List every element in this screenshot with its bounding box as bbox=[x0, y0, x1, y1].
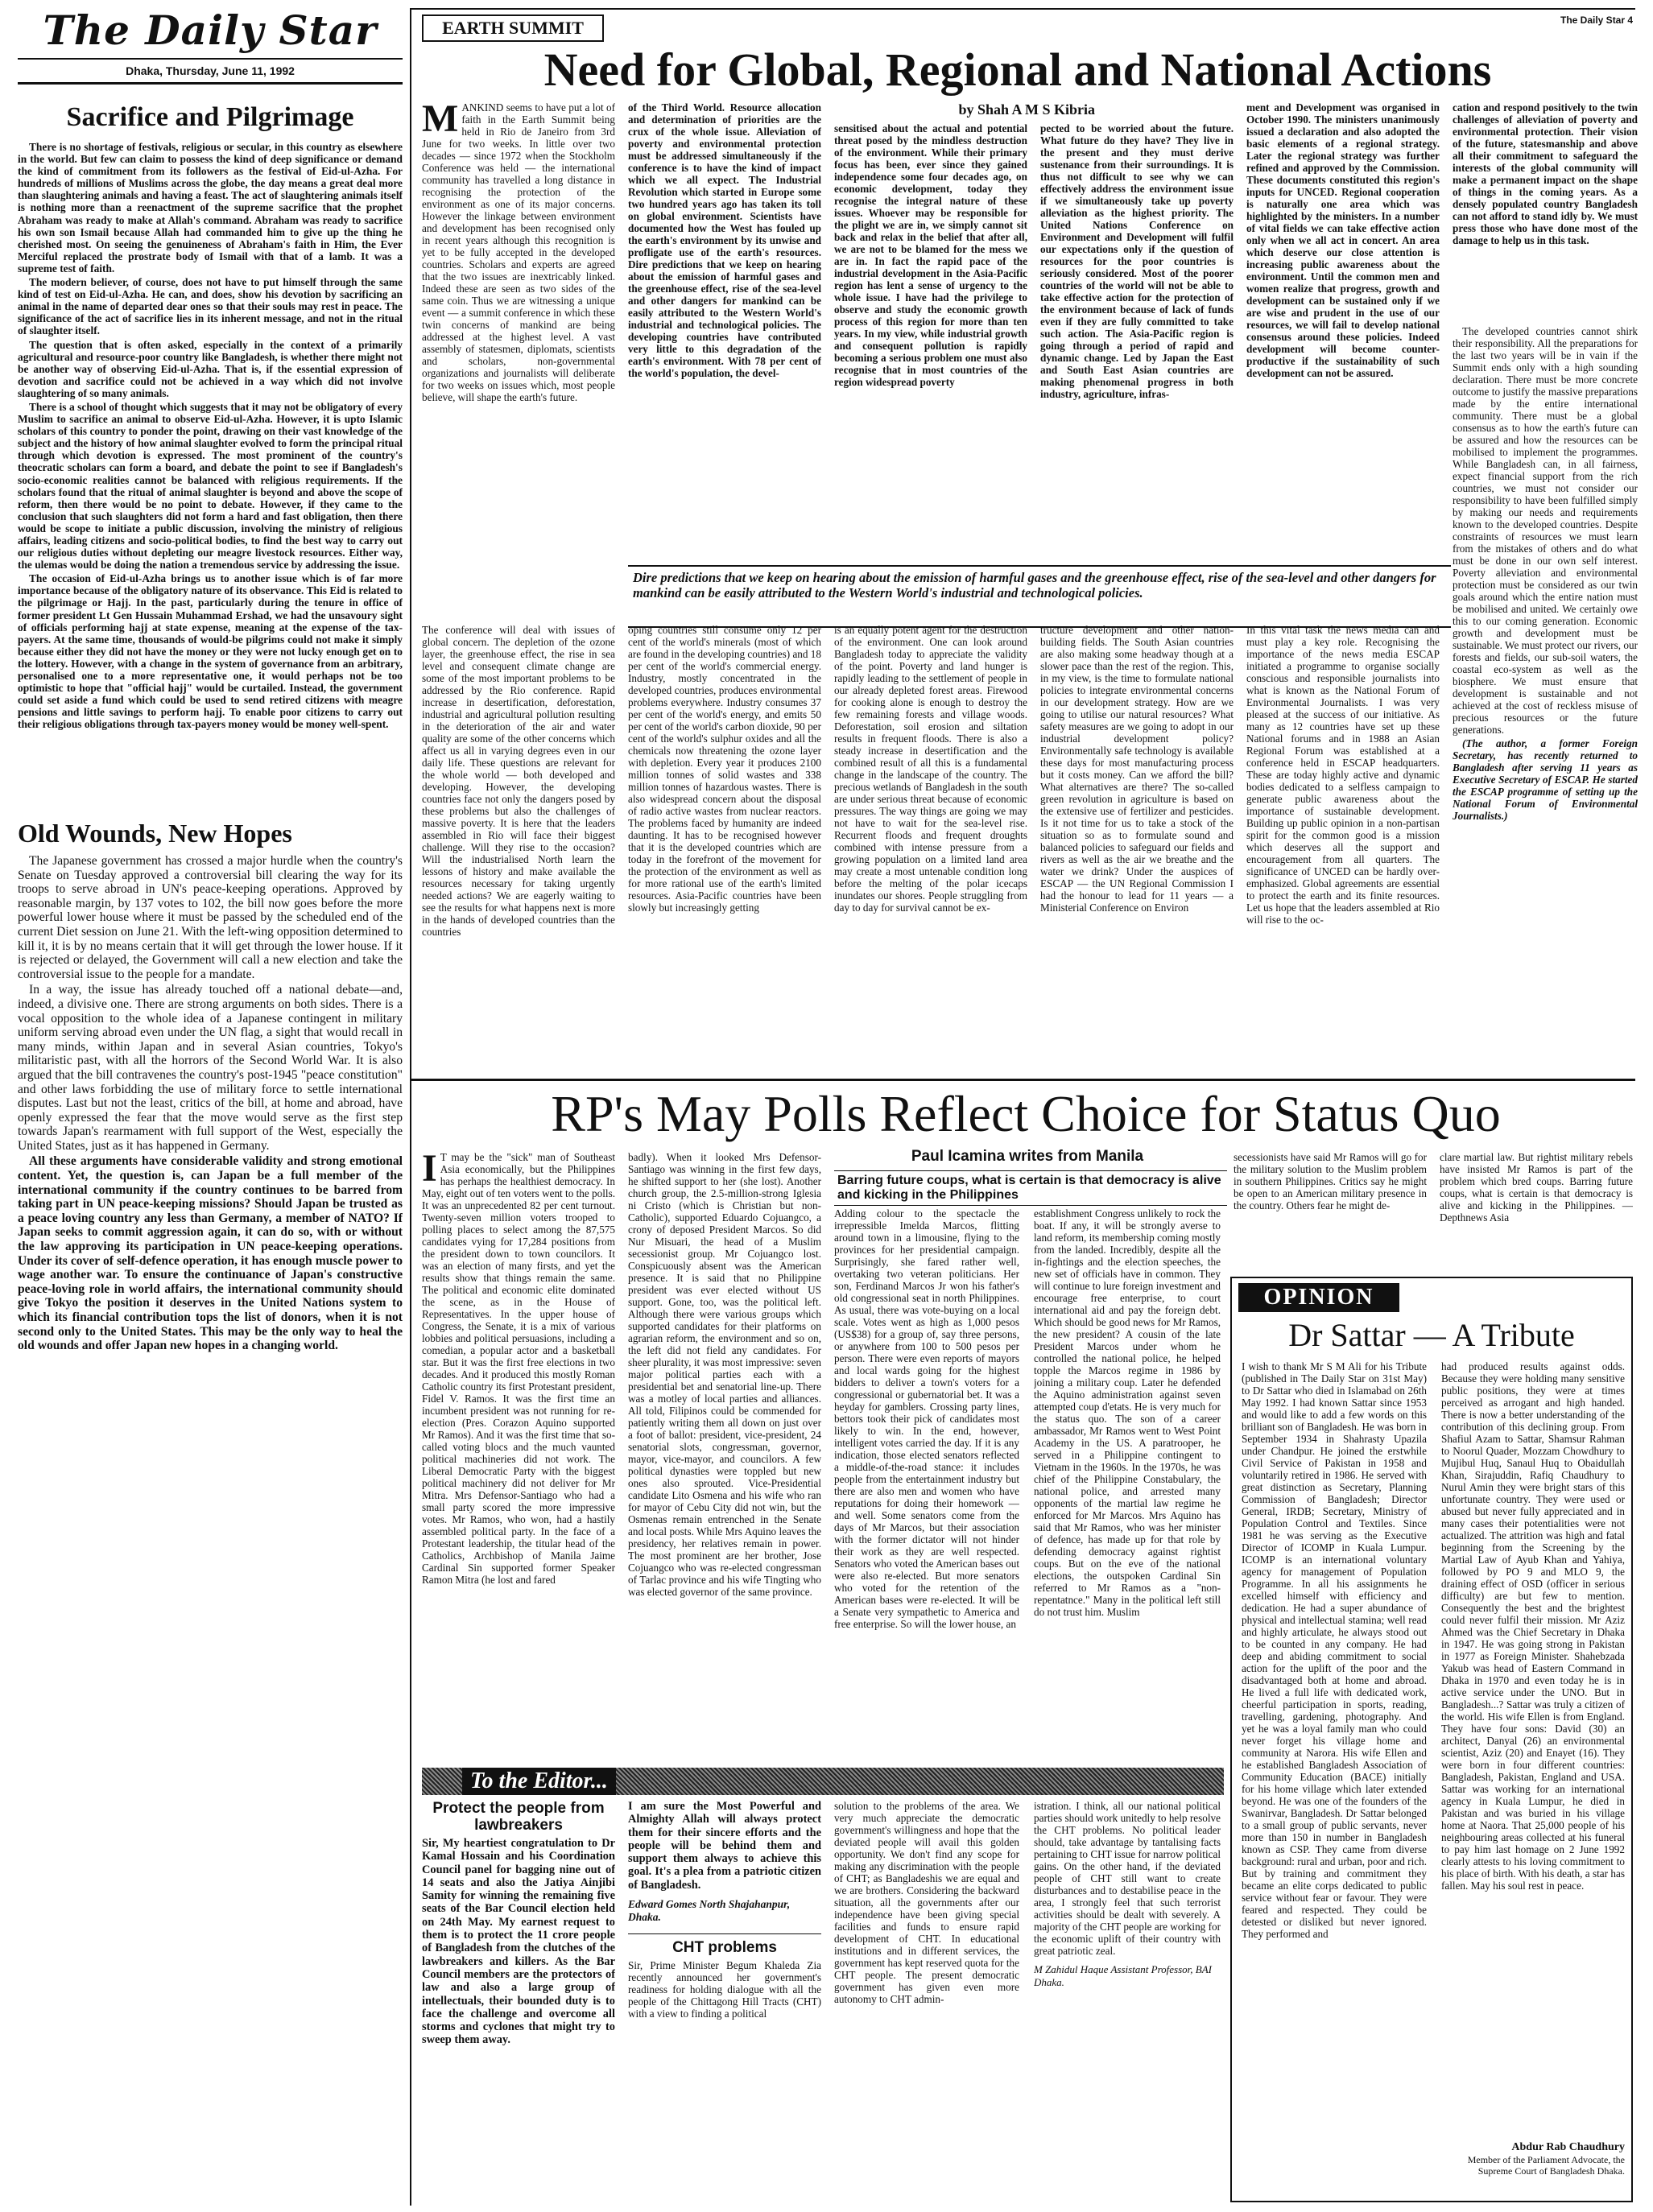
masthead-title: The Daily Star bbox=[43, 8, 378, 54]
article-column: M ANKIND seems to have put a lot of faith in the Earth Summit being held in Rio de Janeiro from 3rd June for two weeks. In little over two decades — since 1972 when the Stockholm Conference was held — the international community has travelled a long distance in recognising the protection of the environment as one of its major concerns. However the linkage between environment and development has been recognised only in recent years although this recognition is yet to be fully accepted in the developed countries. Scholars and experts are agreed that the two issues are inextricably linked. Indeed these are seen as two sides of the same coin. Thus we are witnessing a unique event — a summit conference in which these twin concerns of mankind are being addressed at the highest level. A vast assembly of statesmen, diplomats, scientists and scholars, non-governmental organizations and journalists will deliberate for two weeks on issues which, most people believe, will shape the earth's future. bbox=[422, 101, 615, 403]
article-column: pected to be worried about the future. What future do they have? They live in the present and they must derive sustenance from their surroundings. It is thus not difficult to see why we can effectively address the environment issue if we simultaneously take up poverty alleviation as the highest priority. The United Nations Conference on Environment and Development will fulfil our expectations only if the question of resources for the poor countries is seriously considered. Most of the poorer countries of the world will not be able to take effective action for the protection of the environment because of lack of funds even if they are fully committed to take such action. The Asia-Pacific region is going through a period of rapid and dynamic change. Led by Japan the East and South East Asian countries are making phenomenal progress in both industry, agriculture, infras- bbox=[1040, 122, 1234, 400]
editorial-headline: Sacrifice and Pilgrimage bbox=[66, 102, 354, 132]
article-column: clare martial law. But rightist military rebels have insisted Mr Ramos is part of the problem which bred coups. Barring future coups, what is certain is that democracy is alive and kicking in the Philippines. — Depthnews Asia bbox=[1440, 1151, 1633, 1224]
opinion-signoff bbox=[1441, 2141, 1625, 2177]
paragraph: All these arguments have considerable validity and strong emotional content. Yet, the question is, can Japan be a full member of the international community if the country continues to be barred from taking part in UN peace-keeping missions? Should Japan be trusted as a peace loving country any less than Germany, a member of NATO? If Japan seeks to commit aggression again, it can do so, with or without the law approving its participation in UN peace-keeping operations. Under its cover of self-defence operation, it has enough muscle power to wage another war. To ensure the continuance of Japan's constructive peace-loving role in world affairs, the international community should give Tokyo the position it deserves in the United Nations system to which its financial contribution tops the list of donors, when it is not second only to the United States. This may be the only way to heal the old wounds and offer Japan new hopes in a changing world. bbox=[18, 1154, 403, 1353]
earth-summit-byline: by Shah A M S Kibria bbox=[958, 101, 1095, 118]
signoff-title: Member of the Parliament Advocate, the Supreme Court of Bangladesh Dhaka. bbox=[1467, 2154, 1625, 2177]
editorial-body bbox=[18, 854, 403, 1353]
article-column: badly). When it looked Mrs Defensor-Santiago was winning in the first few days, he shifted support to her (she lost). Another church group, the 2.5-million-strong Iglesia ni Cristo (which is Christian but non-Catholic), supported Eduardo Cojuangco, a crony of deposed President Marcos. So did Nur Misuari, the head of a Muslim secessionist group. Mr Cojuangco lost. Conspicuously absent was the American presence. It is said that no Philippine president was ever elected without US support. Gone, too, was the political left. Although there were various groups which supported candidates for their platforms on agrarian reform, the environment and so on, the left did not field any candidates. For sheer plurality, it was most impressive: seven major political parties each with a presidential bet and senatorial line-up. There was a motley of local parties and alliances. All told, Filipinos could be commended for patiently writing them all down on just over a foot of ballot: president, vice-president, 24 senatorial slots, congressman, governor, mayor, vice-mayor, and councilors. A few political dynasties were toppled but new ones also sprouted. Vice-Presidential candidate Lito Osmena and his wife who ran for mayor of Cebu City did not win, but the Osmenas remain entrenched in the Senate and local posts. While Mrs Aquino leaves the presidency, her relatives remain in power. The most prominent are her brother, Jose Cojuangco who was re-elected congressman of Tarlac province and his wife Tingting who was elected governor of the same province. bbox=[628, 1151, 821, 1598]
letter-body: I am sure the Most Powerful and Almighty Allah will always protect them for their sincere efforts and the people will be behind them and support them always to achieve this goal. It's a plea from a patriotic citizen of Bangladesh. bbox=[628, 1800, 821, 1892]
article-column: sensitised about the actual and potential threat posed by the mindless destruction of the environment. While their primary focus has been, ever since they gained independence some four decades ago, on economic development, today they recognise the integral nature of these issues. Whoever may be responsible for the plight we are in, we simply cannot sit back and relax in the belief that after all, we are not to be blamed for the mess we are in. In fact the rapid pace of the industrial development in the Asia-Pacific region has lent a sense of urgency to the whole issue. I have had the privilege to observe and study the economic growth process of this region for more than ten years. In my view, while industrial growth and consequent pollution is rapidly becoming a serious problem one must also recognise that in most countries of the region widespread poverty bbox=[834, 122, 1027, 388]
paragraph: The question that is often asked, especially in the context of a primarily agricultural and resource-poor country like Bangladesh, is whether there might not be another way of observing Eid-ul-Azha. That is, if the essential expression of devotion and sacrifice could not be achieved in a way which did not involve slaughtering of so many animals. bbox=[18, 338, 403, 399]
article-column: The developed countries cannot shirk their responsibility. All the preparations for the last two years will be in vain if the Summit ends only with a high sounding declaration. There must be more concrete outcome to justify the massive preparations made by the entire international community. There must be a global consensus as to how the earth's future can be assured and how the resources can be mobilised to implement the programmes. While Bangladesh can, in all fairness, expect financial support from the rich countries, we must not consider our responsibility to have been fulfilled simply by making our needs and requirements known to the developed countries. Despite constraints of resources we must learn from the mistakes of others and do what must be done in our own self interest. Poverty alleviation and environmental protection must be considered as our twin goals around which the entire nation must be mobilised and united. We certainly owe this to our coming generation. Economic growth and development must be sustainable. We must protect our rivers, our forests and fields, our sub-soil waters, the coastal eco-system as well as the biosphere. We must ensure that development is sustainable and not achieved at the cost of reckless misuse of precious resources or the future generations. (The author, a former Foreign Secretary, has recently returned to Bangladesh after serving 11 years as Executive Secretary of ESCAP. He started the ESCAP programme of setting up the National Forum of Environmental Journalists.) bbox=[1453, 325, 1638, 822]
letter-body: Sir, Prime Minister Begum Khaleda Zia recently announced her government's readiness for holding dialogue with all the people of the Chittagong Hill Tracts (CHT) with a view to finding a political bbox=[628, 1959, 821, 2020]
paragraph: The Japanese government has crossed a major hurdle when the country's Senate on Tuesday approved a controversial bill clearing the way for its troops to serve abroad in UN's peace-keeping operations. Approved by reasonable margin, by 137 votes to 102, the bill now goes before the more powerful lower house where it must be passed by the scheduled end of the current Diet session on June 21. With the left-wing opposition determined to kill it, it is by no means certain that it will get through the lower house. If it is rejected or delayed, the Government will call a new election and take the controversial issue to the people for a mandate. bbox=[18, 854, 403, 981]
article-column: secessionists have said Mr Ramos will go for the military solution to the Muslim problem in southern Philippines. Critics say he might be open to an American military presence in the country. Others fear he might de- bbox=[1234, 1151, 1427, 1211]
article-column: is an equally potent agent for the destruction of the environment. One can look around Bangladesh today to appreciate the validity of the point. Poverty and land hunger is rapidly leading to the settlement of people in our already depleted forest areas. Firewood for cooking alone is enough to destroy the few remaining forests and village woods. Deforestation, soil erosion and siltation results in frequent floods. There is also a steady increase in desertification and the combined result of all this is a fundamental change in the landscape of the country. The precious wetlands of Bangladesh in the south are under serious threat because of economic pressures. The way things are going we may not have to wait for the sea-level rise. Recurrent floods and frequent droughts combined with intense pressure from a growing population on a limited land area may create a most untenable condition long before the melting of the polar icecaps inundates our shores. People struggling from day to day for survival cannot be ex- bbox=[834, 624, 1027, 914]
letter bbox=[1034, 1800, 1221, 2202]
pull-quote: Dire predictions that we keep on hearing about the emission of harmful gases and the greenhouse effect, rise of the sea-level and other dangers for mankind can be easily attributed to the Western World's industrial and technological policies. bbox=[628, 565, 1451, 628]
article-column: Adding colour to the spectacle the irrepressible Imelda Marcos, flitting around town in a limousine, flying to the provinces for her presidential campaign. Surprisingly, she fared rather well, overtaking two veteran politicians. Her son, Ferdinand Marcos Jr won his father's old congressional seat in north Philippines. As usual, there was vote-buying on a local scale. Votes went as high as 1,000 pesos (US$38) for a group of, say three persons, or anywhere from 100 to 500 pesos per person. There were even reports of mayors and local wards going for the highest bidders to deliver a town's voters for a congressional or gubernatorial bet. It was a heyday for gamblers. Crossing party lines, bettors took their pick of candidates most likely to win. In the end, however, intelligent votes carried the day. If it is any indication, those elected senators reflected a middle-of-the-road stance: it includes people from the entertainment industry but there are also men and women who have reputations for doing their homework — and well. Some senators come from the days of Mr Marcos, but their association with the former dictator will not hinder their work as they are well respected. Senators who voted the American bases out were also re-elected. But more senators who voted for the retention of the American bases were re-elected. It will be a Senate very sympathetic to America and free enterprise. So will the lower house, an bbox=[834, 1207, 1019, 1630]
rp-headline: RP's May Polls Reflect Choice for Status Quo bbox=[551, 1085, 1501, 1142]
article-column: establishment Congress unlikely to rock the boat. If any, it will be strongly averse to land reform, its membership coming mostly from the landed. Incredibly, despite all the in-fightings and the election speeches, the new set of officials have in common. They will continue to lure foreign investment and encourage free enterprise, to court international aid and pay the foreign debt. Which should be good news for Mr Ramos, the new president? A cousin of the late President Marcos under whom he controlled the national police, he helped topple the Marcos regime in 1986 by joining a military coup. Later he defended the Aquino administration against seven attempted coup d'etats. He is very much for the status quo. The son of a career ambassador, Mr Ramos went to West Point Academy in the US. A paratrooper, he served in a Philippine contingent to Vietnam in the 1960s. In the 1970s, he was chief of the Philippine Constabulary, the national police, and arrested many opponents of the martial law regime he enforced for Mr Marcos. Mrs Aquino has said that Mr Ramos, who was her minister of defence, has made up for that role by defending democracy against rightist coups. But on the eve of the national elections, the outspoken Cardinal Sin referred to Mr Ramos as a "non-repentatnce." Many in the political left still do not trust him. Muslim bbox=[1034, 1207, 1221, 1618]
signoff-name: Abdur Rab Chaudhury bbox=[1511, 2141, 1625, 2153]
letter bbox=[628, 1800, 821, 2202]
paragraph: The modern believer, of course, does not have to put himself through the same kind of test on Eid-ul-Azha. He can, and does, show his devotion by sacrificing an animal in the name of departed dear ones so that their souls may rest in peace. The significance of the act of sacrifice lies in its inherent message, and not in the ritual of slaughter itself. bbox=[18, 276, 403, 337]
letter-body: solution to the problems of the area. We very much appreciate the democratic government's willingness and hope that the deviated people will avail this golden opportunity. We don't find any scope for making any discrimination with the people of CHT; as Bangladeshis we are equal and we are brothers. Considering the backward situation, all the governments after our independence have been giving special facilities and funds to ensure rapid development of CHT. In educational institutions and in different services, the government has kept reserved quota for the CHT people. The present democratic government has given even more autonomy to CHT admin- bbox=[834, 1800, 1019, 2005]
article-column: ment and Development was organised in October 1990. The ministers unanimously issued a declaration and also adopted the basic elements of a regional strategy. Later the regional strategy was further refined and approved by the Commission. These documents constituted this region's inputs for UNCED. Regional cooperation is naturally one area which was highlighted by the ministers. In a number of vital fields we can take effective action only when we all act in concert. An area which deserve our close attention is increasing public awareness about the environment. Until the common men and women realize that progress, growth and development can be sustained only if we are wise and prudent in the use of our resources, we will fail to develop national consensus around these policies. Indeed development will become counter-productive if the sustainability of such development can not be assured. bbox=[1246, 101, 1440, 379]
earth-summit-kicker: EARTH SUMMIT bbox=[422, 14, 604, 42]
page-label: The Daily Star 4 bbox=[1560, 14, 1634, 26]
article-column: I wish to thank Mr S M Ali for his Tribute (published in The Daily Star on 31st May) to Dr Sattar who died in Islamabad on 26th May 1992. I had known Sattar since 1953 and would like to add a few words on this brilliant son of Bangladesh. He was born in September 1934 in Shahrasty Upazila under Chandpur. He joined the erstwhile Civil Service of Pakistan in 1958 and voluntarily retired in 1986. He served with great distinction as Secretary, Planning Commission of Bangladesh; Director General, IRDB; Secretary, Ministry of Population Control and Textiles. Since 1981 he was serving as the Executive Director of ICOMP in Kuala Lumpur. ICOMP is an international voluntary agency for management of Population Programme. In all his assignments he excelled himself with efficiency and dedication. He had a super abundance of physical and intellectual stamina; well read and highly articulate, he always stood out to be counted in any company. He had deep and abiding commitment to social action for the uplift of the poor and the disadvantaged both at home and abroad. He lived a full life with dedicated work, cheerful participation in sports, reading, travelling, gardening, photography. And yet he was a loyal family man who could never forget his village home and community at Narora. His wife Ellen and he established Bangladesh Association of Community Education (BACE) initially for his home village which later extended beyond. He was one of the founders of the Swanirvar, Bangladesh. Dr Sattar belonged to a small group of public servants, never more than 150 in number in Bangladesh known as CSP. They came from diverse background: rural and urban, poor and rich. But by training and commitment they became an elite corps dedicated to public service without fear or favour. They were feared and respected. They could be detested or disliked but never ignored. They performed and bbox=[1242, 1360, 1427, 1940]
paragraph: There is a school of thought which suggests that it may not be obligatory of every Muslim to sacrifice an animal to observe Eid-ul-Azha. However, it is upto Islamic scholars of this country to ponder the point, drawing on their vast knowledge of the subject and the history of how animal slaughter evolved to form the principal ritual through which devotion is expressed. The most prominent of the country's theocratic scholars can form a board, and debate the point to see if Bangladesh's socio-economic realities cannot be balanced with religious requirements. If the scholars found that the ritual of animal slaughter is beyond and above the scope of reform, then there would be no point to debate. However, if they came to the conclusion that such slaughters did not form a hard and fast obligation, then there would be scope to initiate a public discussion, involving the ministry of religious affairs, leading citizens and socio-political bodies, to find the best way to carry out our religious duties without depleting our meagre livestock resources. Either way, the ulemas would be doing the nation a tremendous service by addressing the issue. bbox=[18, 400, 403, 572]
letters-banner bbox=[422, 1768, 1224, 1795]
article-column: of the Third World. Resource allocation and determination of priorities are the crux of the whole issue. Alleviation of poverty and environmental protection must be addressed simultaneously if the conference is to have the kind of impact which we all expect. The Industrial Revolution which started in Europe some two hundred years ago has taken its toll on global environment. Scientists have documented how the West has fouled up the earth's environment by its unwise and profligate use of the earth's resources. Dire predictions that we keep on hearing about the emission of harmful gases and the greenhouse effect, rise of the sea-level and other dangers for mankind can be easily attributed to the Western World's industrial and technological policies. The developing countries have contributed very little to this degradation of the earth's environment. With 78 per cent of the world's population, the devel- bbox=[628, 101, 821, 379]
article-column: tructure development and other nation-building fields. The South Asian countries are also making some headway though at a slower pace than the rest of the region. This, in my view, is the time to formulate national policies to integrate environmental concerns in our development strategy. How are we going to utilise our natural resources? What safety measures are we going to adopt in our industrial development policy? Environmentally safe technology is available these days for most manufacturing process but it costs money. Can we afford the bill? What alternatives are there? The so-called green revolution in agriculture is based on the extensive use of fertilizer and pesticides. Is it not time for us to take a stock of the situation so as to formulate sound and balanced policies to safeguard our fields and rivers as well as the air we breathe and the water we drink? Under the auspices of ESCAP — the UN Regional Commission I had the honour to lead for 11 years — a Ministerial Conference on Environ bbox=[1040, 624, 1234, 914]
article-column: cation and respond positively to the twin challenges of alleviation of poverty and environmental protection. Their vision of the future, statesmanship and above all their commitment to safeguard the interests of the global community will make a permanent impact on the shape of things in the coming years. As a densely populated country Bangladesh can not afford to stand idly by. We must press those who have done most of the damage to help us in this task. bbox=[1453, 101, 1638, 246]
earth-summit-headline: Need for Global, Regional and National Actions bbox=[543, 43, 1492, 96]
paragraph: The occasion of Eid-ul-Azha brings us to another issue which is of far more importance because of the obligatory nature of its observance. This Eid is related to the pilgrimage or Hajj. In the past, particularly during the tenure in office of former president Lt Gen Hussain Muhammad Ershad, we had the unsavoury sight of officials performing hajj at state expense, meaning at the expense of the tax-payers. At the same time, thousands of would-be pilgrims could not make it simply because either they did not have the money or they were not lucky enough get on to the lottery. However, with a change in the system of governance from an arbitrary, personalised one to a more representative one, it would perhaps not be too optimistic to hope that "official hajj" would be curtailed. Instead, the government could set aside a fund which could be used to send retired citizens with meagre pensions and little savings to perform hajj. To enable poor citizens to carry out their religious obligations through tax-payers money would be money well-spent. bbox=[18, 572, 403, 731]
drop-cap: M bbox=[422, 101, 459, 140]
editorial-old-wounds bbox=[18, 817, 403, 2202]
editorial-sacrifice bbox=[18, 101, 403, 785]
article-column: oping countries still consume only 12 per cent of the world's minerals (most of which are found in the developing countries) and 18 per cent of the world's commercial energy. Industry, mostly concentrated in the developed countries, produces environmental problems everywhere. Industry consumes 37 per cent of the world's energy, and emits 50 per cent of the world's carbon dioxide, 90 per cent of the world's sulphur oxides and all the chemicals now threatening the ozone layer with depletion. Every year it produces 2100 million tonnes of solid wastes and 338 million tonnes of hazardous wastes. There is also widespread concern about the disposal of radio active wastes from nuclear reactors. The problems faced by humanity are indeed daunting. It has to be recognised however that it is the developed countries which are today in the forefront of the movement for the protection of the environment as well as for more rational use of the earth's limited resources. Asia-Pacific countries have been slowly but increasingly getting bbox=[628, 624, 821, 914]
opinion-label: OPINION bbox=[1238, 1283, 1399, 1312]
article-column: In this vital task the news media can and must play a key role. Recognising the importance of the news media ESCAP initiated a programme to organise socially conscious and responsible journalists into what is known as the National Forum of Environmental Journalists. I was very pleased at the success of our initiative. As many as 12 countries have set up these National forums and in 1988 an Asian Regional Forum was established at a conference held in ESCAP headquarters. These are today highly active and dynamic bodies dedicated to a selfless campaign to generate public awareness about the importance of sustainable development. Building up public opinion in a non-partisan spirit for the common good is a mission which deserves all the support and encouragement from all quarters. The significance of UNCED can be hardly over-emphasized. Global agreements are essential to protect the earth and its finite resources. Let us hope that the leaders assembled at Rio will rise to the oc- bbox=[1246, 624, 1440, 926]
letter-signature: M Zahidul Haque Assistant Professor, BAI Dhaka. bbox=[1034, 1963, 1213, 1988]
masthead-dateline: Dhaka, Thursday, June 11, 1992 bbox=[126, 64, 295, 77]
letter-body: istration. I think, all our national political parties should work unitedly to help resolve the CHT problems. No political leader should, take advantage by tantalising facts pertaining to CHT issue for narrow political gains. On the other hand, if the deviated people of CHT still want to create disturbances and to destabilise peace in the area, I strongly feel that such terrorist activities should be dealt with severely. A majority of the CHT people are working for the economic uplift of their country with great patriotic zeal. bbox=[1034, 1800, 1221, 1957]
rp-byline: Paul Icamina writes from Manila bbox=[911, 1148, 1144, 1165]
opinion-headline: Dr Sattar — A Tribute bbox=[1288, 1317, 1575, 1353]
letter-headline: Protect the people from lawbreakers bbox=[432, 1800, 605, 1834]
letters-banner-title: To the Editor... bbox=[462, 1768, 616, 1795]
rp-subhead: Barring future coups, what is certain is that democracy is alive and kicking in the Philippines bbox=[834, 1170, 1227, 1206]
letter-body: Sir, My heartiest congratulation to Dr Kamal Hossain and his Coordination Council panel for bagging nine out of 14 seats and also the Jatiya Ainjibi Samity for winning the remaining five seats of the Bar Council election held on 24th May. My earnest request to them is to protect the 11 crore people of Bangladesh from the clutches of the lawbreakers and killers. As the Bar Council members are the protectors of law and also a large group of intellectuals, their bounded duty is to face the challenge and overcome all storms and cyclones that might try to sweep them away. bbox=[422, 1837, 615, 2047]
drop-cap: I bbox=[422, 1151, 437, 1190]
letter bbox=[422, 1800, 615, 2202]
letter-headline: CHT problems bbox=[628, 1933, 821, 1956]
masthead bbox=[18, 8, 403, 89]
paragraph: There is no shortage of festivals, religious or secular, in this country as elsewhere in the world. But few can claim to possess the kind of deep significance or demand the kind of commitment from its followers as the festival of Eid-ul-Azha. For hundreds of millions of Muslims across the globe, the day means a great deal more than slaughtering animals and having a feast. The act of slaughtering animals itself is nothing more than a reenactment of the supreme sacrifice that the prophet Abraham was ready to make at Allah's command. Abraham was ready to sacrifice his own son Ismail because Allah had commanded him to give up the thing he cherished most. On seeing the genuineness of Abraham's faith in Him, the Ever Merciful replaced the prostrate body of Ismail with that of a lamb. It was a supreme test of faith. bbox=[18, 141, 403, 274]
editorial-body bbox=[18, 141, 403, 731]
article-column: had produced results against odds. Because they were holding many sensitive public positions, they were at times perceived as arrogant and high handed. There is now a better understanding of the contribution of this declining group. From Shafiul Azam to Sattar, Shamsur Rahman to Noorul Quader, Mozzam Chowdhury to Mujibul Huq, Sanaul Huq to Obaidullah Khan, Sirajuddin, Rafiq Chaudhury to Nurul Amin they were bright stars of this unfortunate country. They were used or abused but never fully appreciated and in many cases their potentialities were not actualized. The attrition was high and fatal beginning from the Screening by the Martial Law of Ayub Khan and Yahiya, followed by PO 9 and MLO 9, the draining effect of OSD (officer in serious difficulty) are but few to mention. Consequently the best and the brightest could never fulfil their mission. Mr Aziz Ahmed was the Chief Secretary in Dhaka in 1947. He was going strong in Pakistan in 1977 as Foreign Minister. Shahebzada Yakub was head of Eastern Command in Dhaka in 1970 and even today he is in active service under the UNO. But in Bangladesh...? Sattar was truly a citizen of the world. His wife Ellen is from England. They have four sons: David (30) an architect, Danyal (26) an environmental scientist, Aziz (20) and Enayet (16). They were born in four different countries: Bangladesh, Pakistan, England and USA. Sattar was working for an international agency in Kuala Lumpur, he died in Pakistan and was buried in his village home at Naora. That 25,000 people of his neighbouring areas collected at his funeral to pay him last homage on 2 June 1992 clearly attests to his loving commitment to his place of birth. With his death, a star has fallen. May his soul rest in peace. bbox=[1441, 1360, 1625, 1892]
letter-signature: Edward Gomes North Shajahanpur, Dhaka. bbox=[628, 1898, 791, 1924]
editorial-headline: Old Wounds, New Hopes bbox=[18, 819, 292, 848]
article-column: I T may be the "sick" man of Southeast Asia economically, but the Philippines has perhaps the healthiest democracy. In May, eight out of ten voters went to the polls. It was an unprecedented 82 per cent turnout. Twenty-seven million voters trooped to polling places to select among the 87,575 candidates vying for 17,284 positions from the president down to town councilors. It was an election of many firsts, and yet the results show that things remain the same. The political and economic elite dominated the scene, as in the House of Representatives. In the upper house of Congress, the Senate, it is a mix of various lobbies and political persuasions, including a comedian, a popular actor and a basketball star. But it was the first free elections in two decades. And it produced this mostly Roman Catholic country its first Protestant president, Fidel V. Ramos. It was the first time an incumbent president was not running for re-election (Pres. Corazon Aquino supported Mr Ramos). And it was the first time that so-called voting blocs and the much vaunted political machineries did not work. The Liberal Democratic Party with the biggest political machinery did not deliver for Mr Mitra. Mrs Defensor-Santiago who had a small party scored the more impressive votes. Mr Ramos, who won, had a hastily assembled political party. In the face of a Protestant leadership, the titular head of the Catholics, Archbishop of Manila Jaime Cardinal Sin supported former Speaker Ramon Mitra (he lost and fared bbox=[422, 1151, 615, 1586]
article-column: The conference will deal with issues of global concern. The depletion of the ozone layer, the greenhouse effect, the rise in sea level and consequent climate change are some of the most important problems to be addressed by the Rio conference. Rapid increase in desertification, deforestation, industrial and agricultural pollution resulting in the deterioration of the air and water quality are some of the other concerns which affect us all in varying degrees even in our daily life. These questions are relevant for the whole world — both developed and developing. However, the developing countries face not only the dangers posed by these problems but also the challenges of massive poverty. It is here that the leaders assembled in Rio will face their biggest challenge. Will they rise to the occasion? Will the industrialised North learn the lessons of history and make available the resources necessary for taking urgently needed actions? We are eagerly waiting to see the results for what happens next is more in the hands of developed countries than the countries bbox=[422, 624, 615, 938]
paragraph: In a way, the issue has already touched off a national debate—and, indeed, a divisive one. There are strong arguments on both sides. There is a vocal opposition to the whole idea of a Japanese contingent in military uniform serving abroad even under the UN flag, a sight that would recall in many minds, within Japan and in several Asian countries, Tokyo's militaristic past, with all the horrors of the Second World War. It is also argued that the bill contravenes the country's post-1945 "peace constitution" and other laws forbidding the use of military force to settle international disputes. Last but not the least, critics of the bill, at home and abroad, have openly expressed the fear that the move would serve as the first step towards Japan's rearmament with full support of the West, especially the United States, just as it has happened in Germany. bbox=[18, 983, 403, 1153]
